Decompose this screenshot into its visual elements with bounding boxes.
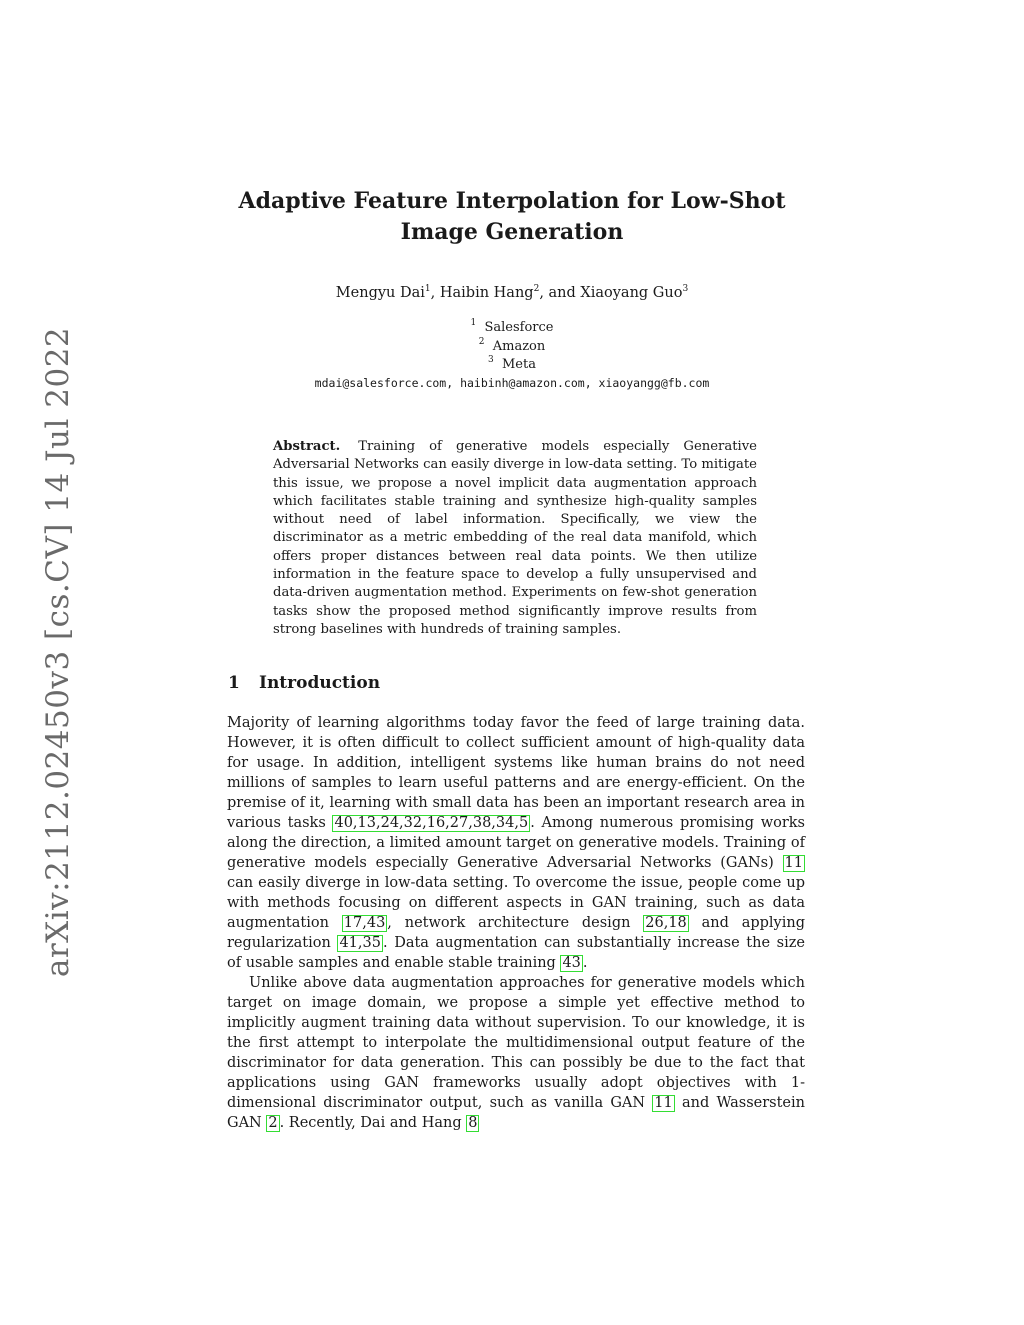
- affiliation-mark: 3: [488, 355, 494, 365]
- arxiv-identifier: arXiv:2112.02450v3 [cs.CV] 14 Jul 2022: [40, 326, 76, 978]
- abstract-text: Training of generative models especially Generative Adversarial Networks can easily diverge in low-data setting. To mitigate this issue, we propose a novel implicit data augmentation approach which facilitates stable training and synthesize high-quality samples without need of label information. Specifically, we view the discriminator as a metric embedding of the real data manifold, which offers proper distances between real data points. We then utilize information in the feature space to develop a fully unsupervised and data-driven augmentation method. Experiments on few-shot generation tasks show the proposed method significantly improve results from strong baselines with hundreds of training samples.: [273, 439, 757, 637]
- citation-link[interactable]: 11: [784, 855, 803, 871]
- paragraph-text: , network architecture design: [387, 915, 644, 931]
- author-separator: , and: [539, 285, 581, 301]
- abstract: [273, 438, 757, 639]
- citation-link[interactable]: 8: [468, 1115, 478, 1131]
- paragraph-text: Majority of learning algorithms today favor the feed of large training data. However, it is often difficult to collect sufficient amount of high-quality data for usage. In addition, intelligent systems like human brains do not need millions of samples to learn useful patterns and are energy-efficient. On the premise of it, learning with small data has been an important research area in various tasks: [227, 715, 805, 831]
- paper-title-line-1: Adaptive Feature Interpolation for Low-Shot: [238, 188, 786, 214]
- author-list: [0, 284, 1024, 301]
- author-affiliation-mark: 3: [682, 284, 689, 294]
- paragraph-text: .: [582, 955, 588, 971]
- citation-link[interactable]: 26,18: [645, 915, 687, 931]
- citation-link[interactable]: 17,43: [343, 915, 386, 931]
- section-heading-introduction: [228, 673, 380, 693]
- paragraph-text: . Data augmentation can substantially increase the size of usable samples and enable stable training: [227, 935, 805, 971]
- paper-title: [0, 186, 1024, 248]
- affiliation-mark: 1: [470, 318, 477, 328]
- author-emails: mdai@salesforce.com, haibinh@amazon.com, xiaoyangg@fb.com: [314, 376, 710, 390]
- paper-title-line-2: Image Generation: [400, 219, 624, 245]
- section-title: Introduction: [259, 673, 381, 693]
- author-affiliation-mark: 1: [424, 284, 431, 294]
- affiliation-amazon: [0, 337, 1024, 354]
- citation-link[interactable]: 11: [654, 1095, 673, 1111]
- abstract-label: Abstract.: [273, 439, 341, 454]
- affiliation-meta: [0, 355, 1024, 372]
- paragraph-text: can easily diverge in low-data setting. To overcome the issue, people come up with methods focusing on different aspects in GAN training, such as data augmentation: [227, 875, 805, 931]
- paragraph-text: . Among numerous promising works along the direction, a limited amount target on generative models. Training of generative models especially Generative Adversarial Networks (GANs): [227, 815, 805, 871]
- paragraph-text: . Recently, Dai and Hang: [279, 1115, 467, 1131]
- author-affiliation-mark: 2: [533, 284, 540, 294]
- author-separator: ,: [430, 285, 440, 301]
- paragraph-text: Unlike above data augmentation approaches for generative models which target on image domain, we propose a simple yet effective method to implicitly augment training data without supervision. To our knowledge, it is the first attempt to interpolate the multidimensional output feature of the discriminator for data generation. This can possibly be due to the fact that applications using GAN frameworks usually adopt objectives with 1-dimensional discriminator output, such as vanilla GAN: [227, 975, 805, 1111]
- introduction-paragraph-2: [227, 973, 805, 1133]
- citation-link[interactable]: 41,35: [339, 935, 381, 951]
- citation-link[interactable]: 2: [268, 1115, 278, 1131]
- paragraph-text: and Wasserstein GAN: [227, 1095, 805, 1131]
- affiliation-name: Amazon: [492, 339, 546, 354]
- author-name: Mengyu Dai: [335, 285, 425, 301]
- citation-link[interactable]: 43: [562, 955, 581, 971]
- author-name: Xiaoyang Guo: [580, 285, 683, 301]
- affiliation-salesforce: [0, 318, 1024, 335]
- author-name: Haibin Hang: [439, 285, 534, 301]
- affiliation-name: Meta: [502, 357, 536, 372]
- paragraph-text: and applying regularization: [227, 915, 805, 951]
- citation-link[interactable]: 40,13,24,32,16,27,38,34,5: [334, 815, 529, 831]
- affiliation-name: Salesforce: [484, 320, 554, 335]
- section-number: 1: [228, 673, 240, 693]
- affiliation-mark: 2: [478, 337, 485, 347]
- introduction-paragraph-1: [227, 713, 805, 973]
